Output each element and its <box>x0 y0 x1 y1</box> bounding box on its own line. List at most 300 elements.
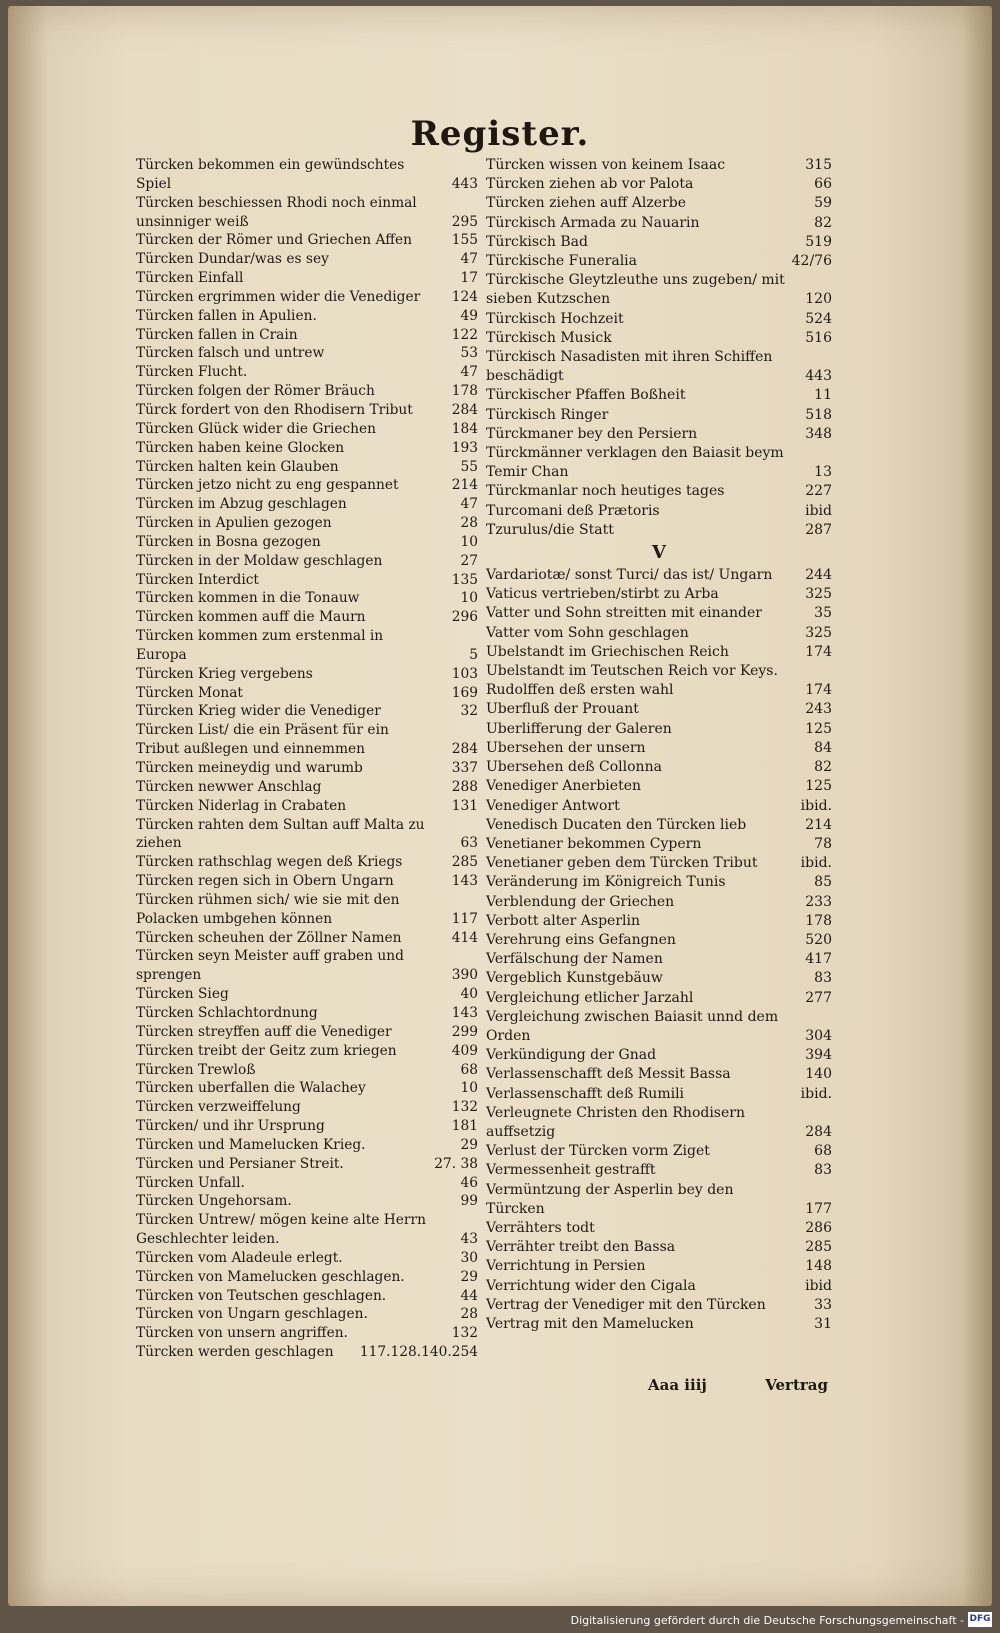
index-entry <box>136 721 478 759</box>
page-number: 169 <box>451 684 478 701</box>
index-entry <box>136 571 478 590</box>
page-number: 33 <box>814 1296 832 1313</box>
dfg-logo: DFG <box>968 1612 992 1627</box>
index-entry <box>136 156 478 194</box>
entry-text: Türcken Unfall. <box>136 1174 245 1191</box>
index-entry <box>486 386 832 405</box>
page-number: 43 <box>460 1231 478 1248</box>
entry-text: Ubelstandt im Griechischen Reich <box>486 643 729 660</box>
entry-text: Türckische Gleytzleuthe uns zugeben/ mit sieben Kutzschen <box>486 272 785 308</box>
entry-text: Türcken und Persianer Streit. <box>136 1155 344 1172</box>
index-entry <box>486 566 832 585</box>
page-number: 214 <box>451 477 478 494</box>
entry-text: Türcken scheuhen der Zöllner Namen <box>136 929 402 946</box>
page-number: 66 <box>814 176 832 193</box>
page-number: 117.128.140.254 <box>359 1344 478 1361</box>
page-number: 524 <box>805 310 832 327</box>
index-entry <box>136 439 478 458</box>
index-entry <box>136 363 478 382</box>
index-entry <box>136 1174 478 1193</box>
index-entry <box>486 797 832 816</box>
index-entry <box>136 684 478 703</box>
index-entry <box>136 420 478 439</box>
entry-text: Vardariotæ/ sonst Turci/ das ist/ Ungarn <box>486 567 773 584</box>
index-entry <box>486 816 832 835</box>
entry-text: Venetianer geben dem Türcken Tribut <box>486 855 758 872</box>
entry-text: Türcken treibt der Geitz zum kriegen <box>136 1042 397 1059</box>
index-entry <box>136 1343 478 1362</box>
entry-text: Venediger Antwort <box>486 797 620 814</box>
entry-text: Türcken seyn Meister auff graben und sprengen <box>136 948 404 984</box>
entry-text: Venediger Anerbieten <box>486 778 641 795</box>
entry-text: Türcken streyffen auff die Venediger <box>136 1023 392 1040</box>
entry-text: Vergleichung zwischen Baiasit unnd dem Orden <box>486 1008 779 1044</box>
index-entry <box>486 156 832 175</box>
page-number: 63 <box>460 835 478 852</box>
page-number: 443 <box>805 368 832 385</box>
entry-text: Verlust der Türcken vorm Ziget <box>486 1143 710 1160</box>
page-number: 417 <box>805 951 832 968</box>
index-entry <box>486 604 832 623</box>
entry-text: Vermüntzung der Asperlin bey den Türcken <box>486 1181 734 1217</box>
page-number: 178 <box>451 383 478 400</box>
index-entry <box>486 1238 832 1257</box>
entry-text: Türcken Niderlag in Crabaten <box>136 797 347 814</box>
entry-text: Türcken rühmen sich/ wie sie mit den Polacken umbgehen können <box>136 891 400 927</box>
page-number: 148 <box>805 1258 832 1275</box>
index-entry <box>486 1142 832 1161</box>
index-entry <box>136 1079 478 1098</box>
page-number: 82 <box>814 214 832 231</box>
entry-text: Türcken Schlachtordnung <box>136 1004 318 1021</box>
entry-text: Türcken werden geschlagen <box>136 1344 334 1361</box>
index-entry <box>136 382 478 401</box>
entry-text: Türcken in Bosna gezogen <box>136 533 321 550</box>
page-number: 5 <box>469 646 478 663</box>
page-number: 10 <box>460 1080 478 1097</box>
entry-text: Türcken Sieg <box>136 986 229 1003</box>
page-number: ibid. <box>800 855 832 872</box>
entry-text: Türcken kommen zum erstenmal in Europa <box>136 628 384 663</box>
page-number: 132 <box>451 1325 478 1342</box>
index-entry <box>486 662 832 700</box>
index-entry <box>486 1315 832 1334</box>
entry-text: Türcken im Abzug geschlagen <box>136 496 347 513</box>
entry-text: Verleugnete Christen den Rhodisern auffsetzig <box>486 1104 745 1140</box>
index-entry <box>136 1136 478 1155</box>
index-entry <box>486 777 832 796</box>
entry-text: Verrichtung wider den Cigala <box>486 1277 696 1294</box>
entry-text: Turcomani deß Prætoris <box>486 502 660 519</box>
entry-text: Vertrag mit den Mamelucken <box>486 1315 694 1332</box>
entry-text: Venedisch Ducaten den Türcken lieb <box>486 816 747 833</box>
entry-text: Türcken Interdict <box>136 571 259 588</box>
index-entry <box>486 873 832 892</box>
page-number: 285 <box>451 854 478 871</box>
page-number: 47 <box>460 364 478 381</box>
entry-text: Türcken Dundar/was es sey <box>136 251 329 268</box>
entry-text: Türcken verzweiffelung <box>136 1099 301 1116</box>
page-number: ibid <box>805 502 832 519</box>
page-number: 244 <box>805 567 832 584</box>
page-number: 131 <box>451 797 478 814</box>
index-entry <box>136 1117 478 1136</box>
entry-text: Türcken halten kein Glauben <box>136 458 339 475</box>
index-entry <box>136 250 478 269</box>
page-number: 284 <box>451 741 478 758</box>
entry-text: Ubersehen der unsern <box>486 739 646 756</box>
entry-text: Türcken in Apulien gezogen <box>136 515 332 532</box>
index-entry <box>136 816 478 854</box>
entry-text: Türckisch Bad <box>486 233 588 250</box>
index-entry <box>486 482 832 501</box>
entry-text: Uberlifferung der Galeren <box>486 720 672 737</box>
page-number: 243 <box>805 701 832 718</box>
page-number: 29 <box>460 1136 478 1153</box>
entry-text: Verlassenschafft deß Rumili <box>486 1085 685 1102</box>
page-number: 42/76 <box>791 253 832 270</box>
page-number: 155 <box>451 232 478 249</box>
page-number: 233 <box>805 893 832 910</box>
page-number: 47 <box>460 251 478 268</box>
entry-text: Türcken rathschlag wegen deß Kriegs <box>136 854 403 871</box>
entry-text: Türcken meineydig und warumb <box>136 760 363 776</box>
index-entry <box>136 476 478 495</box>
index-entry <box>486 348 832 386</box>
entry-text: Türcken folgen der Römer Bräuch <box>136 383 375 400</box>
page-number: 117 <box>451 910 478 927</box>
index-entry <box>136 1042 478 1061</box>
entry-text: Verrähters todt <box>486 1219 595 1236</box>
entry-text: Türcken beschiessen Rhodi noch einmal unsinniger weiß <box>136 194 417 230</box>
index-entry <box>486 444 832 482</box>
page-number: 10 <box>460 533 478 550</box>
index-entry <box>486 758 832 777</box>
entry-text: Türcken ziehen ab vor Palota <box>486 176 694 193</box>
entry-text: Türcken der Römer und Griechen Affen <box>136 232 412 249</box>
entry-text: Türckmanlar noch heutiges tages <box>486 483 725 500</box>
entry-text: Tzurulus/die Statt <box>486 521 614 538</box>
index-entry <box>486 1008 832 1046</box>
page-number: ibid. <box>800 797 832 814</box>
page-number: 122 <box>451 326 478 343</box>
page-number: 325 <box>805 586 832 603</box>
page-number: 47 <box>460 496 478 513</box>
index-column-left <box>136 156 478 1362</box>
entry-text: Veränderung im Königreich Tunis <box>486 874 726 891</box>
entry-text: Ubersehen deß Collonna <box>486 759 662 776</box>
page-number: 125 <box>805 720 832 737</box>
entry-text: Türcken ziehen auff Alzerbe <box>486 195 686 212</box>
page-number: 348 <box>805 425 832 442</box>
page-number: 40 <box>460 986 478 1003</box>
entry-text: Türcken vom Aladeule erlegt. <box>136 1249 343 1266</box>
index-entry <box>136 269 478 288</box>
index-entry <box>136 627 478 665</box>
page-number: 11 <box>814 387 832 404</box>
index-entry <box>486 1161 832 1180</box>
index-entry <box>136 759 478 778</box>
signature-mark: Aaa iiij <box>648 1376 707 1394</box>
page-number: 31 <box>814 1315 832 1332</box>
entry-text: Türcken kommen auff die Maurn <box>136 609 366 626</box>
index-entry <box>486 700 832 719</box>
page-number: 174 <box>805 682 832 699</box>
page-title: Register. <box>410 114 590 154</box>
page-number: 288 <box>451 778 478 795</box>
index-entry <box>486 502 832 521</box>
entry-text: Türcken falsch und untrew <box>136 345 325 362</box>
page-number: 184 <box>451 420 478 437</box>
entry-text: Ubelstandt im Teutschen Reich vor Keys. Rudolffen deß ersten wahl <box>486 663 778 699</box>
index-entry <box>136 344 478 363</box>
entry-text: Türckisch Armada zu Nauarin <box>486 214 700 231</box>
index-entry <box>136 533 478 552</box>
entry-text: Türcken/ und ihr Ursprung <box>136 1118 325 1135</box>
index-entry <box>136 1305 478 1324</box>
entry-text: Türcken Flucht. <box>136 364 248 381</box>
entry-text: Türcken von Teutschen geschlagen. <box>136 1287 387 1304</box>
entry-text: Verrähter treibt den Bassa <box>486 1239 676 1256</box>
page-number: 285 <box>805 1239 832 1256</box>
index-entry <box>136 702 478 721</box>
page-number: 177 <box>805 1200 832 1217</box>
entry-text: Türcken Ungehorsam. <box>136 1193 292 1210</box>
page-number: 337 <box>451 760 478 776</box>
page-number: 68 <box>460 1061 478 1078</box>
index-entry <box>486 1296 832 1315</box>
index-entry <box>136 1324 478 1343</box>
entry-text: Verehrung eins Gefangnen <box>486 931 676 948</box>
page-number: 284 <box>451 401 478 418</box>
index-entry <box>136 307 478 326</box>
index-entry <box>136 947 478 985</box>
page-number: 295 <box>451 213 478 230</box>
page-number: 414 <box>451 929 478 946</box>
page-number: 46 <box>460 1174 478 1191</box>
entry-text: Türcken newwer Anschlag <box>136 778 322 795</box>
index-entry <box>136 1211 478 1249</box>
index-entry <box>136 1098 478 1117</box>
index-entry <box>486 1085 832 1104</box>
index-entry <box>486 931 832 950</box>
index-entry <box>136 1192 478 1211</box>
page-number: 78 <box>814 835 832 852</box>
entry-text: Türcken von unsern angriffen. <box>136 1325 348 1342</box>
entry-text: Vaticus vertrieben/stirbt zu Arba <box>486 586 719 603</box>
entry-text: Verbott alter Asperlin <box>486 912 640 929</box>
page-number: 49 <box>460 307 478 324</box>
index-entry <box>136 458 478 477</box>
page-number: 84 <box>814 739 832 756</box>
page-number: 304 <box>805 1027 832 1044</box>
page-number: 99 <box>460 1193 478 1210</box>
entry-text: Türckmänner verklagen den Baiasit beym Temir Chan <box>486 445 784 481</box>
entry-text: Verlassenschafft deß Messit Bassa <box>486 1066 731 1083</box>
index-entry <box>486 835 832 854</box>
index-entry <box>486 175 832 194</box>
entry-text: Türckisch Hochzeit <box>486 310 624 327</box>
index-entry <box>486 1257 832 1276</box>
page-number: 315 <box>805 157 832 173</box>
page-number: 390 <box>451 967 478 984</box>
index-entry <box>486 912 832 931</box>
page-number: 68 <box>814 1143 832 1160</box>
entry-text: Vatter und Sohn streitten mit einander <box>486 605 762 622</box>
page-number: 174 <box>805 643 832 660</box>
index-entry <box>136 495 478 514</box>
page-number: 277 <box>805 989 832 1006</box>
page-number: 516 <box>805 329 832 346</box>
catchword: Vertrag <box>765 1376 828 1394</box>
page-number: 284 <box>805 1123 832 1140</box>
index-entry <box>486 585 832 604</box>
entry-text: Türcken von Mamelucken geschlagen. <box>136 1268 405 1285</box>
section-letter: V <box>652 542 666 564</box>
entry-text: Türcken jetzo nicht zu eng gespannet <box>136 477 399 494</box>
index-entry <box>486 969 832 988</box>
index-entry <box>136 1155 478 1174</box>
page-number: 55 <box>460 458 478 475</box>
entry-text: Türck fordert von den Rhodisern Tribut <box>136 401 413 418</box>
index-entry <box>136 326 478 345</box>
entry-text: Türcken Untrew/ mögen keine alte Herrn Geschlechter leiden. <box>136 1212 426 1248</box>
index-entry <box>486 233 832 252</box>
page-number: 286 <box>805 1219 832 1236</box>
entry-text: Türcken in der Moldaw geschlagen <box>136 552 383 569</box>
index-entry <box>136 194 478 232</box>
page-number: 140 <box>805 1066 832 1083</box>
page-number: 10 <box>460 590 478 607</box>
index-entry <box>136 1004 478 1023</box>
page-number: 193 <box>451 439 478 456</box>
page-number: 28 <box>460 1306 478 1323</box>
entry-text: Türcken List/ die ein Präsent für ein Tribut außlegen und einnemmen <box>136 722 389 758</box>
entry-text: Vatter vom Sohn geschlagen <box>486 624 689 641</box>
index-entry <box>136 231 478 250</box>
index-entry <box>136 1061 478 1080</box>
page-number: 178 <box>805 912 832 929</box>
page-number: ibid <box>805 1277 832 1294</box>
page-number: 13 <box>814 464 832 481</box>
index-entry <box>136 1249 478 1268</box>
entry-text: Türckisch Nasadisten mit ihren Schiffen beschädigt <box>486 349 773 385</box>
page-number: 120 <box>805 291 832 308</box>
entry-text: Türcken Krieg wider die Venediger <box>136 703 381 720</box>
index-entry <box>136 401 478 420</box>
index-entry <box>486 739 832 758</box>
page-number: 30 <box>460 1249 478 1266</box>
page-number: 83 <box>814 970 832 987</box>
page-number: 409 <box>451 1042 478 1059</box>
index-entry <box>486 643 832 662</box>
index-entry <box>136 288 478 307</box>
page-number: 296 <box>451 609 478 626</box>
entry-text: Verfälschung der Namen <box>486 951 663 968</box>
index-entry <box>486 252 832 271</box>
entry-text: Vertrag der Venediger mit den Türcken <box>486 1296 766 1313</box>
page-number: 287 <box>805 521 832 538</box>
page-number: 28 <box>460 515 478 532</box>
index-entry <box>136 665 478 684</box>
index-entry <box>486 406 832 425</box>
index-entry <box>486 271 832 309</box>
index-entry <box>486 1181 832 1219</box>
entry-text: Uberfluß der Prouant <box>486 701 639 718</box>
page-number: 135 <box>451 571 478 588</box>
entry-text: Türcken Krieg vergebens <box>136 665 313 682</box>
index-entry <box>486 310 832 329</box>
index-entry <box>486 893 832 912</box>
entry-text: Türcken ergrimmen wider die Venediger <box>136 288 421 305</box>
index-entry <box>486 624 832 643</box>
entry-text: Türcken Monat <box>136 684 243 701</box>
page-number: 82 <box>814 759 832 776</box>
entry-text: Verrichtung in Persien <box>486 1258 646 1275</box>
entry-text: Türckisch Musick <box>486 329 612 346</box>
entry-text: Türcken Glück wider die Griechen <box>136 420 377 437</box>
entry-text: Türcken Trewloß <box>136 1061 256 1078</box>
entry-text: Türcken rahten dem Sultan auff Malta zu ziehen <box>136 816 425 852</box>
entry-text: Türcken fallen in Apulien. <box>136 307 317 324</box>
index-entry <box>486 720 832 739</box>
index-entry <box>486 214 832 233</box>
index-entry <box>136 1023 478 1042</box>
entry-text: Türcken fallen in Crain <box>136 326 298 343</box>
entry-text: Türcken haben keine Glocken <box>136 439 345 456</box>
page-number: 27 <box>460 552 478 569</box>
index-entry <box>486 425 832 444</box>
index-entry <box>136 929 478 948</box>
entry-text: Türckischer Pfaffen Boßheit <box>486 387 686 404</box>
index-column-right <box>486 156 832 1334</box>
index-entry <box>486 1046 832 1065</box>
page-number: 17 <box>460 270 478 287</box>
page-number: 181 <box>451 1118 478 1135</box>
index-entry <box>136 589 478 608</box>
page-number: 44 <box>460 1287 478 1304</box>
page-number: 520 <box>805 931 832 948</box>
index-entry <box>136 872 478 891</box>
page-number: 132 <box>451 1099 478 1116</box>
index-entry <box>486 1104 832 1142</box>
entry-text: Türcken Einfall <box>136 270 244 287</box>
index-entry <box>486 329 832 348</box>
entry-text: Vermessenheit gestrafft <box>486 1162 656 1179</box>
index-entry <box>486 1277 832 1296</box>
page-number: 519 <box>805 233 832 250</box>
index-entry <box>486 854 832 873</box>
index-entry <box>486 1219 832 1238</box>
page-number: 27. 38 <box>434 1155 478 1172</box>
page-number: 59 <box>814 195 832 212</box>
index-entry <box>136 514 478 533</box>
entry-text: Türcken wissen von keinem Isaac <box>486 157 726 173</box>
entry-text: Türckische Funeralia <box>486 253 637 270</box>
index-entry <box>136 985 478 1004</box>
index-entry <box>136 891 478 929</box>
page-number: 124 <box>451 288 478 305</box>
index-entry <box>136 1287 478 1306</box>
page-number: 85 <box>814 874 832 891</box>
page-number: 214 <box>805 816 832 833</box>
entry-text: Türcken kommen in die Tonauw <box>136 590 360 607</box>
entry-text: Venetianer bekommen Cypern <box>486 835 702 852</box>
page-number: 32 <box>460 703 478 720</box>
entry-text: Verblendung der Griechen <box>486 893 675 910</box>
entry-text: Türcken uberfallen die Walachey <box>136 1080 366 1097</box>
page-number: 443 <box>451 175 478 192</box>
